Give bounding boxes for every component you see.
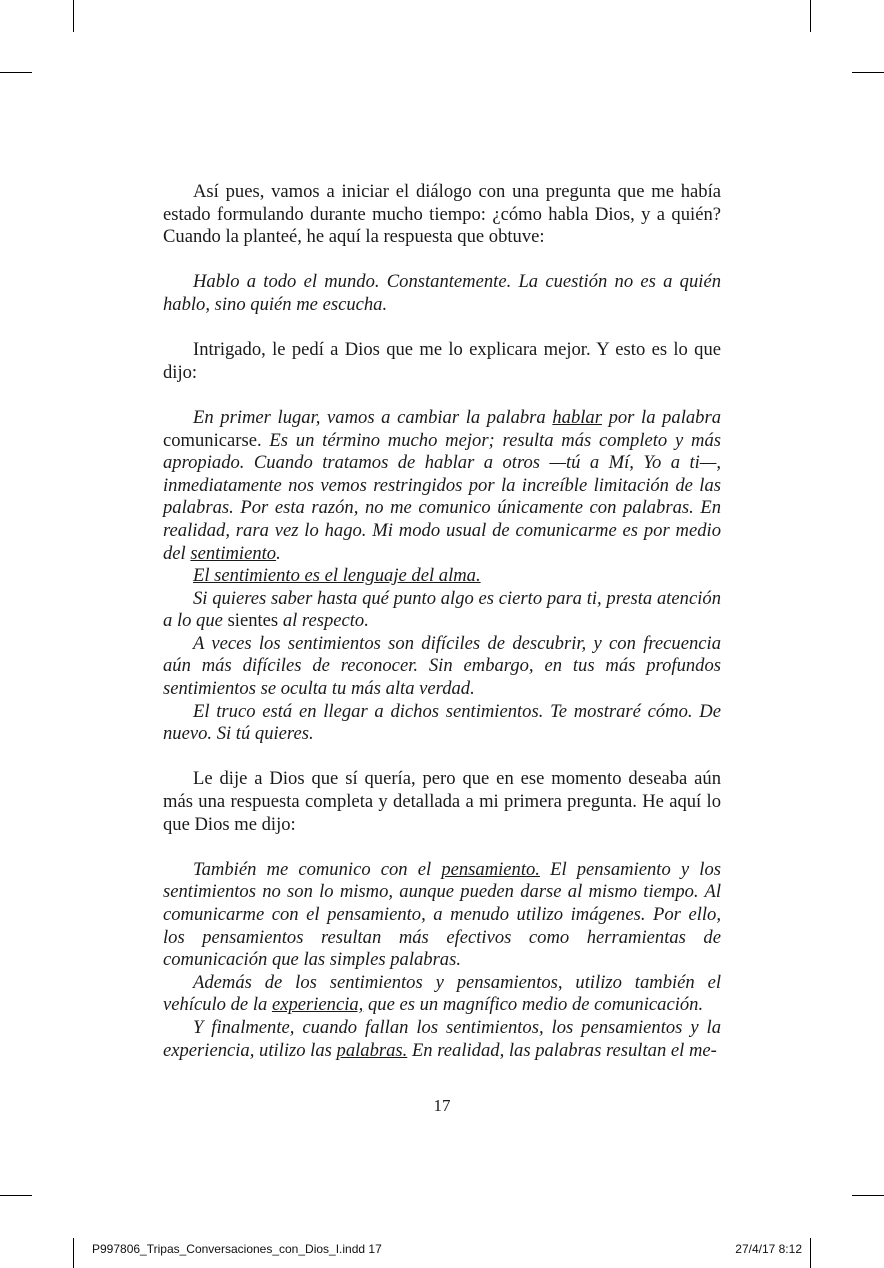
- underlined-word-pensamiento: pensamiento.: [441, 858, 540, 880]
- underlined-word-sentimiento: sentimiento: [190, 542, 277, 564]
- p12-text-c: En realidad, las palabras resultan el me-: [407, 1039, 717, 1061]
- crop-mark-bottom-left: [73, 1238, 74, 1268]
- roman-word-sientes: sientes: [227, 610, 279, 632]
- p11-text-c: que es un magnífico medio de comunicación.: [363, 994, 704, 1016]
- crop-mark-top-left: [73, 0, 74, 32]
- paragraph-5: [163, 565, 721, 588]
- crop-mark-left-lower: [0, 1195, 32, 1196]
- p4-text-a: En primer lugar, vamos a cambiar la palabra: [193, 406, 553, 428]
- underlined-word-hablar: hablar: [552, 406, 602, 428]
- crop-mark-top-right: [810, 0, 811, 32]
- p11-text-a: Además de los sentimientos y pensamientos, utilizo también el vehículo de la: [163, 971, 721, 1016]
- p12-text-a: Y finalmente, cuando fallan los sentimientos, los pensamientos y la experiencia, utilizo las: [163, 1016, 721, 1061]
- paragraph-6: [163, 588, 721, 633]
- paragraph-7: A veces los sentimientos son difíciles de descubrir, y con frecuencia aún más difíciles de reconocer. Sin embargo, en tus más profundos sentimientos se oculta tu más alta verdad.: [163, 632, 721, 700]
- underlined-word-palabras: palabras.: [336, 1039, 408, 1061]
- p4-text-g: .: [276, 542, 281, 564]
- crop-mark-left-upper: [0, 72, 32, 73]
- p4-text-c: por la palabra: [601, 406, 722, 428]
- underlined-sentence: El sentimiento es el lenguaje del alma.: [193, 565, 481, 587]
- paragraph-9: Le dije a Dios que sí quería, pero que en ese momento deseaba aún más una respuesta completa y detallada a mi primera pregunta. He aquí lo que Dios me dijo:: [163, 768, 721, 835]
- paragraph-12: [163, 1017, 721, 1062]
- p4-text-e: Es un término mucho mejor; resulta más completo y más apropiado. Cuando tratamos de hablar a otros —tú a Mí, Yo a ti—, inmediatamente nos vemos restringidos por la increíble limitación de las palabras. Por esta razón, no me comunico únicamente con palabras. En realidad, rara vez lo hago. Mi modo usual de comunicarme es por medio del: [163, 429, 721, 564]
- crop-mark-bottom-right: [810, 1238, 811, 1268]
- p6-text-a: Si quieres saber hasta qué punto algo es cierto para ti, presta atención a lo que: [163, 587, 721, 632]
- paragraph-8: El truco está en llegar a dichos sentimientos. Te mostraré cómo. De nuevo. Si tú quieres.: [163, 700, 721, 745]
- page-number: 17: [433, 1096, 451, 1115]
- paragraph-3: Intrigado, le pedí a Dios que me lo explicara mejor. Y esto es lo que dijo:: [163, 339, 721, 383]
- paragraph-2: Hablo a todo el mundo. Constantemente. La cuestión no es a quién hablo, sino quién me escucha.: [163, 271, 721, 315]
- p10-text-a: También me comunico con el: [193, 858, 442, 880]
- slug-filename: P997806_Tripas_Conversaciones_con_Dios_I.indd 17: [92, 1242, 382, 1256]
- p6-text-c: al respecto.: [278, 610, 369, 632]
- body-text: [163, 181, 721, 1062]
- p10-text-c: El pensamiento y los sentimientos no son lo mismo, aunque pueden darse al mismo tiempo. Al comunicarme con el pensamiento, a menudo utilizo imágenes. Por ello, los pensamientos resultan más efectivos como herramientas de comunicación que las simples palabras.: [163, 858, 721, 971]
- crop-mark-right-upper: [852, 72, 884, 73]
- roman-word-comunicarse: comunicarse.: [163, 429, 262, 451]
- paragraph-11: [163, 972, 721, 1017]
- underlined-word-experiencia: experiencia,: [271, 994, 364, 1016]
- paragraph-10: [163, 859, 721, 972]
- paragraph-4: [163, 407, 721, 565]
- crop-mark-right-lower: [852, 1195, 884, 1196]
- paragraph-1: Así pues, vamos a iniciar el diálogo con una pregunta que me había estado formulando durante mucho tiempo: ¿cómo habla Dios, y a quién? Cuando la planteé, he aquí la respuesta que obtuve:: [163, 181, 721, 248]
- slug-date: 27/4/17 8:12: [735, 1242, 802, 1256]
